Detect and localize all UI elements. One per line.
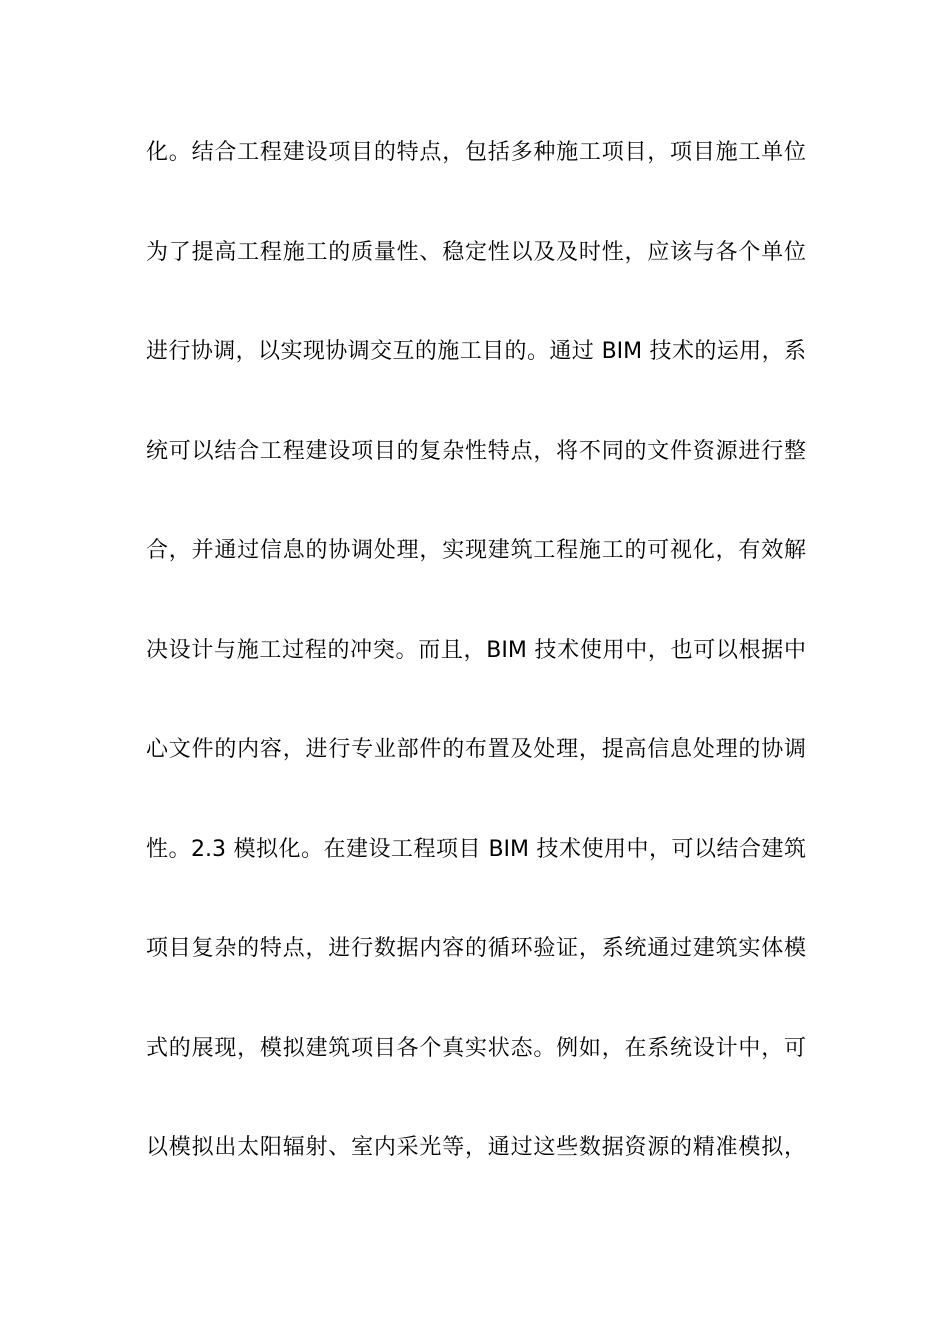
text-line: 项目复杂的特点，进行数据内容的循环验证，系统通过建筑实体模: [146, 936, 806, 961]
text-line: 合，并通过信息的协调处理，实现建筑工程施工的可视化，有效解: [146, 538, 806, 563]
text-line: 化。结合工程建设项目的特点，包括多种施工项目，项目施工单位: [146, 140, 806, 165]
text-line: 式的展现，模拟建筑项目各个真实状态。例如，在系统设计中，可: [146, 1035, 806, 1061]
body-text: [146, 128, 806, 1223]
text-line: 决设计与施工过程的冲突。而且，BIM 技术使用中，也可以根据中: [146, 637, 806, 663]
text-line: 进行协调，以实现协调交互的施工目的。通过 BIM 技术的运用，系: [146, 339, 806, 364]
text-line: 统可以结合工程建设项目的复杂性特点，将不同的文件资源进行整: [146, 438, 806, 464]
text-line: 为了提高工程施工的质量性、稳定性以及及时性，应该与各个单位: [146, 239, 806, 265]
text-line: 心文件的内容，进行专业部件的布置及处理，提高信息处理的协调: [146, 737, 806, 762]
text-line: 性。2.3 模拟化。在建设工程项目 BIM 技术使用中，可以结合建筑: [146, 836, 806, 862]
text-line: 以模拟出太阳辐射、室内采光等，通过这些数据资源的精准模拟，: [146, 1135, 806, 1160]
